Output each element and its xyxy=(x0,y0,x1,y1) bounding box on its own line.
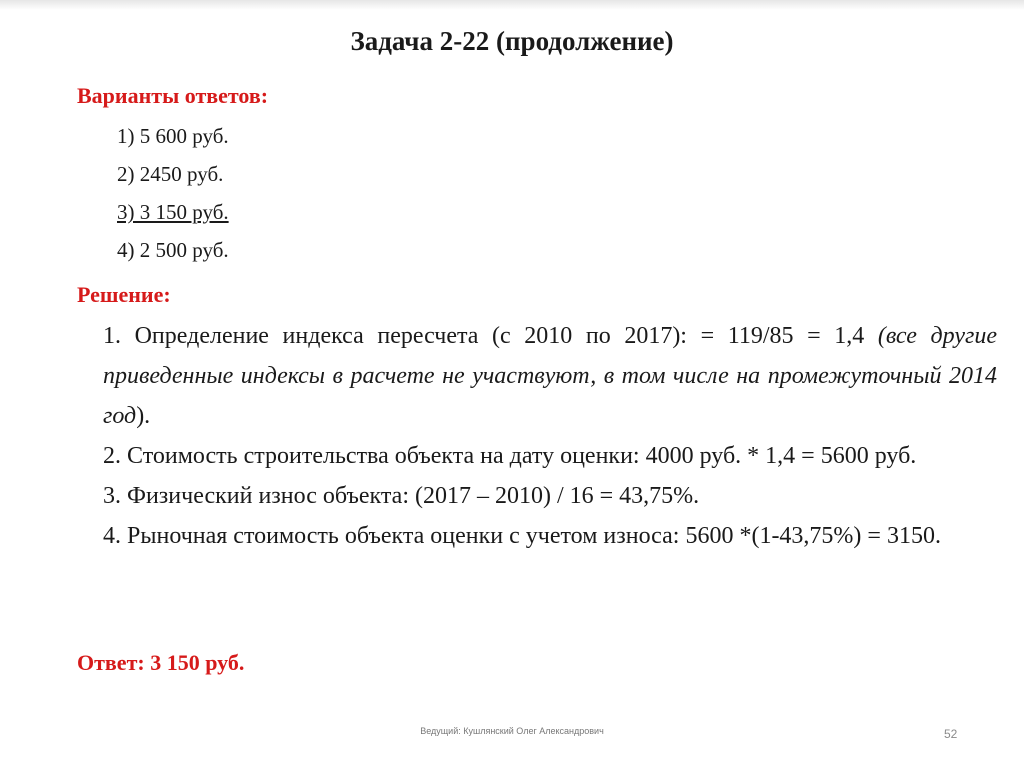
solution-body xyxy=(103,316,997,556)
solution-step-2: 2. Стоимость строительства объекта на дату оценки: 4000 руб. * 1,4 = 5600 руб. xyxy=(103,443,917,469)
answer: Ответ: 3 150 руб. xyxy=(77,650,245,675)
solution-step-1: 1. Определение индекса пересчета (с 2010 по 2017): = 119/85 = 1,4 (все другие приведенные индексы в расчете не участвуют, в том числе на промежуточный 2014 год). xyxy=(103,323,998,429)
option-item: 2) 2450 руб. xyxy=(117,162,224,186)
options-heading: Варианты ответов: xyxy=(77,83,269,108)
slide-title: Задача 2-22 (продолжение) xyxy=(350,26,674,56)
solution-step-3: 3. Физический износ объекта: (2017 – 2010) / 16 = 43,75%. xyxy=(103,483,700,509)
option-item-correct: 3) 3 150 руб. xyxy=(117,200,229,224)
footer-presenter: Ведущий: Кушлянский Олег Александрович xyxy=(420,726,604,736)
option-item: 1) 5 600 руб. xyxy=(117,124,229,148)
options-list xyxy=(117,120,229,272)
solution-heading: Решение: xyxy=(77,282,171,307)
option-item: 4) 2 500 руб. xyxy=(117,238,229,262)
solution-step-1-note: (все другие приведенные индексы в расчете не участвуют, в том числе на промежуточный 2014 год xyxy=(103,323,998,429)
top-shadow xyxy=(0,0,1024,10)
page-number: 52 xyxy=(944,727,958,741)
solution-step-4: 4. Рыночная стоимость объекта оценки с учетом износа: 5600 *(1-43,75%) = 3150. xyxy=(103,523,941,549)
